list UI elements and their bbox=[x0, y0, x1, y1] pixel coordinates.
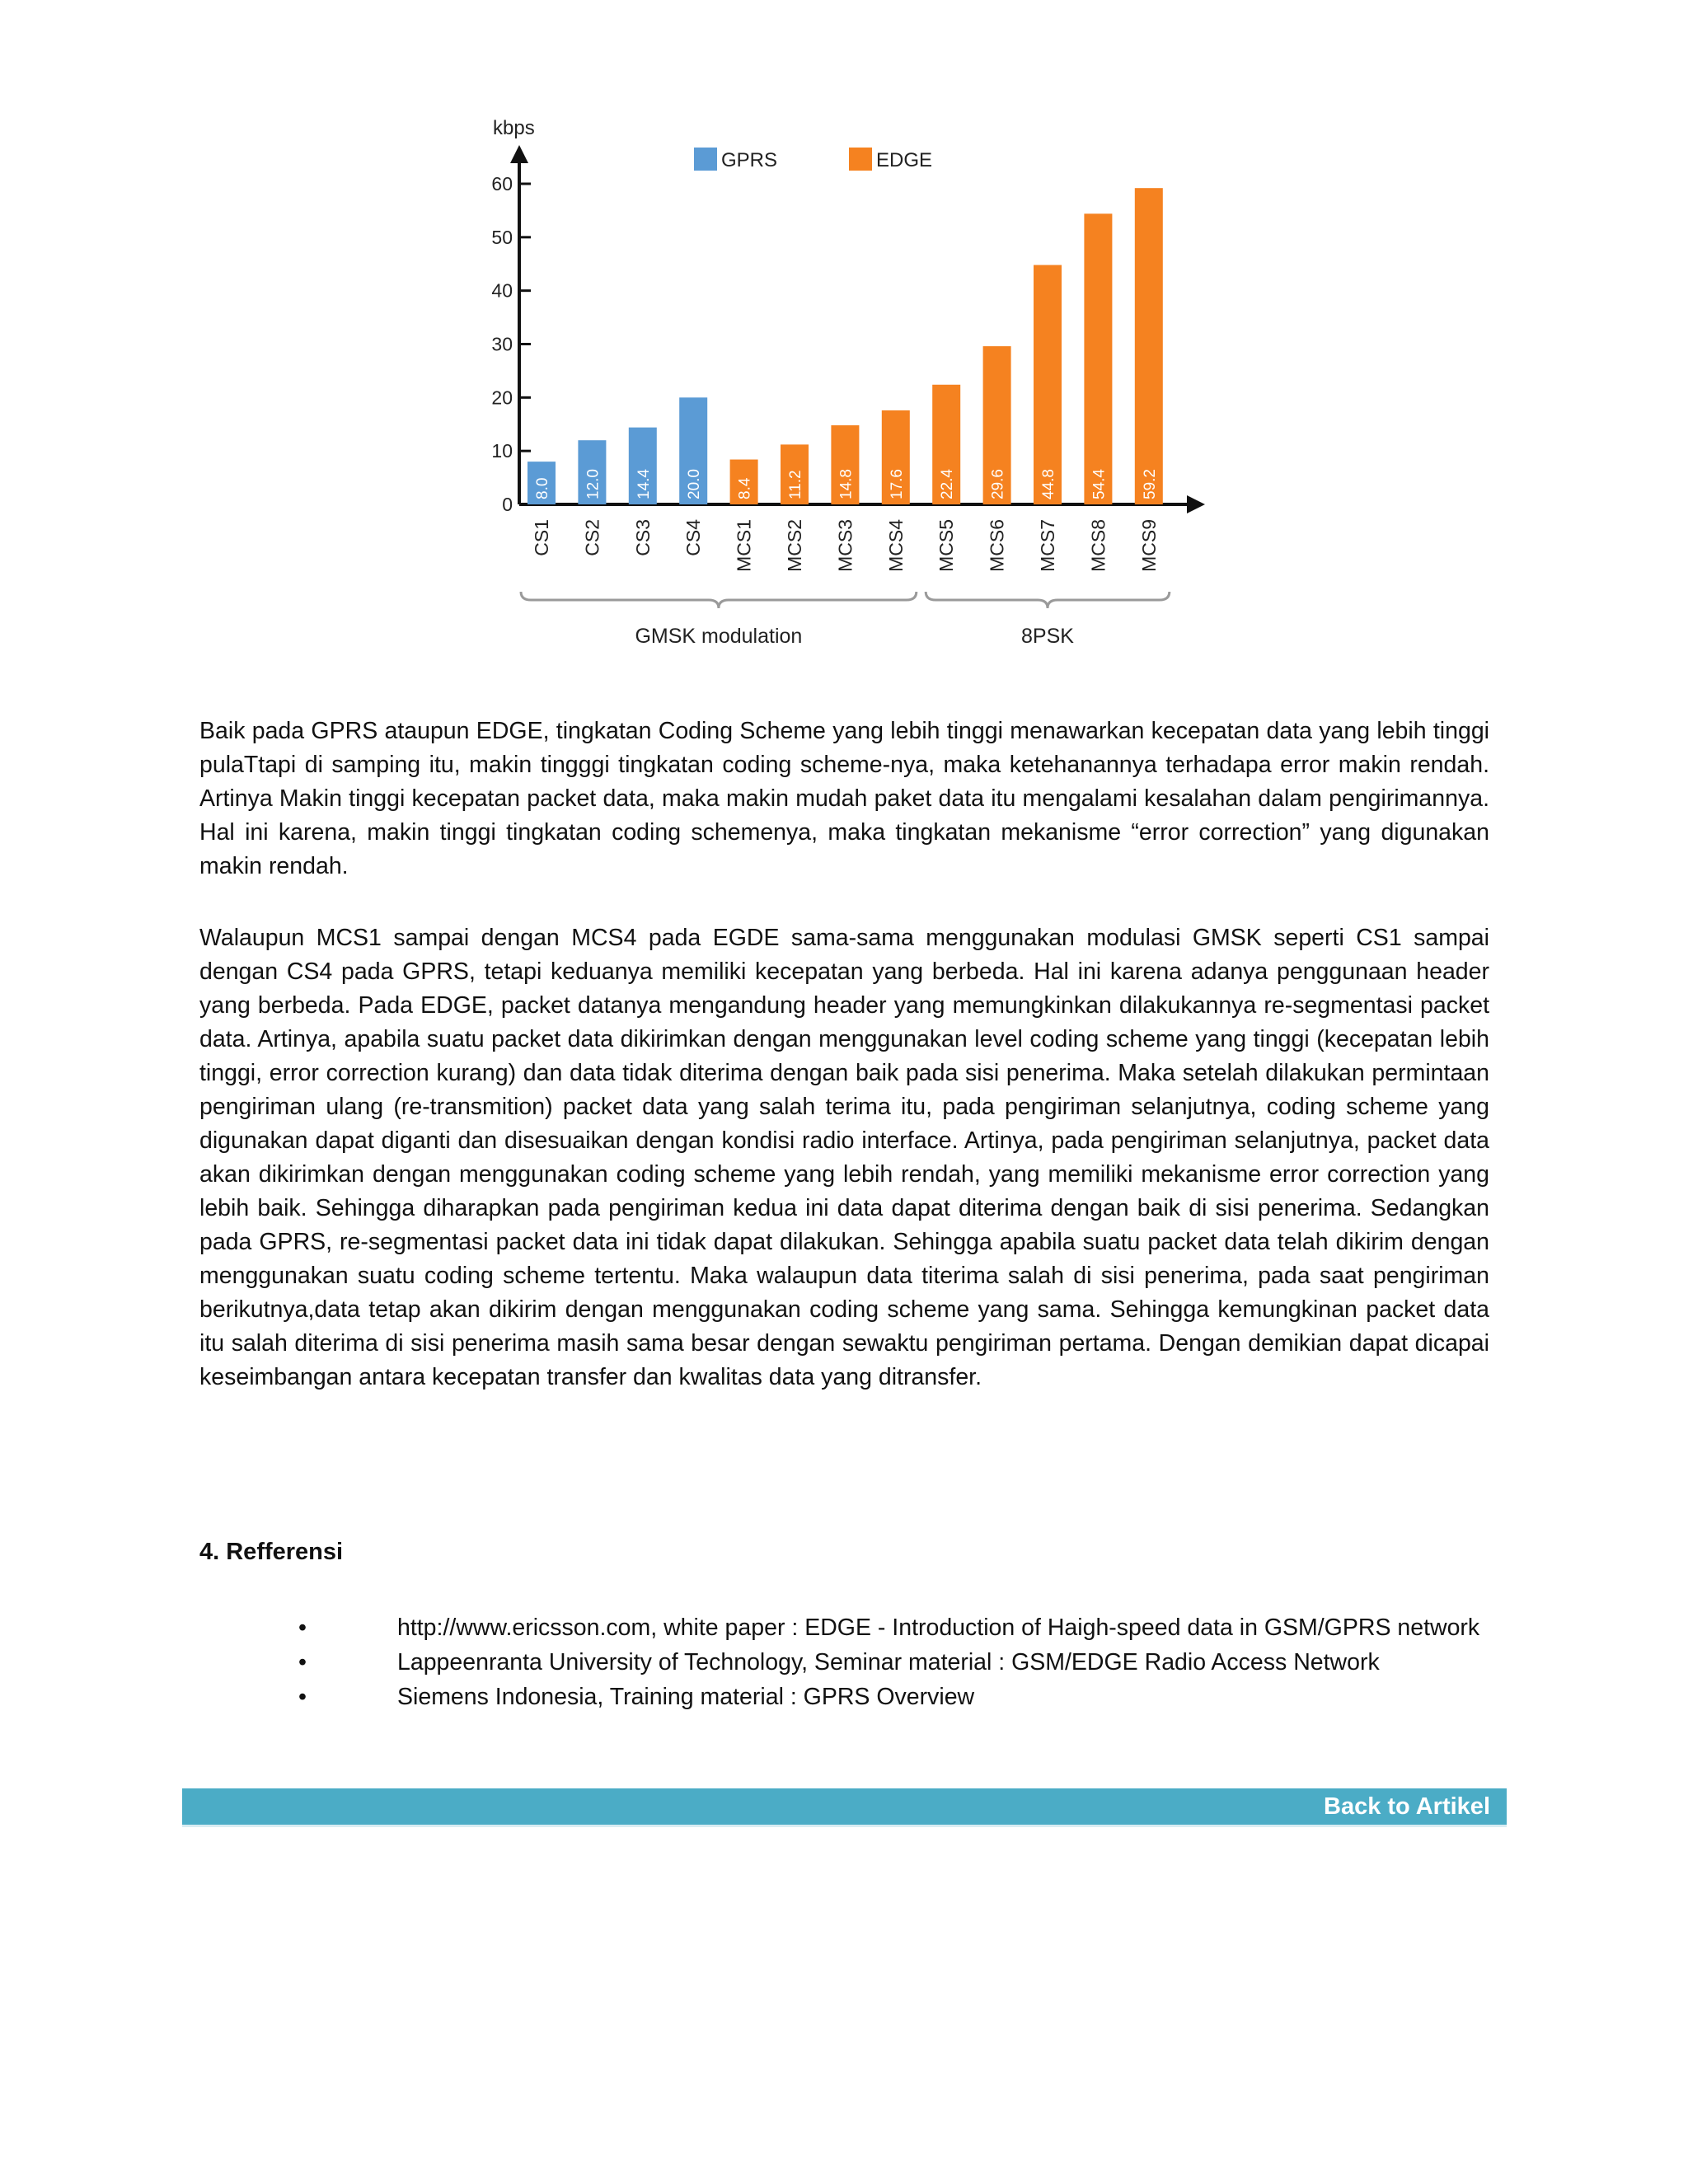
group-brace-0 bbox=[521, 592, 917, 608]
reference-text: Lappeenranta University of Technology, Seminar material : GSM/EDGE Radio Access Network bbox=[397, 1649, 1380, 1675]
reference-item bbox=[298, 1646, 1491, 1680]
footer-bar bbox=[182, 1788, 1507, 1827]
bullet-icon: • bbox=[298, 1615, 307, 1641]
group-label: 8PSK bbox=[1021, 625, 1074, 648]
chart-svg bbox=[470, 107, 1212, 668]
bar-value-label: 17.6 bbox=[888, 469, 906, 499]
reference-item bbox=[298, 1680, 1491, 1714]
reference-item bbox=[298, 1611, 1491, 1645]
bar-value-label: 8.0 bbox=[534, 477, 551, 499]
legend-swatch-gprs bbox=[694, 148, 717, 171]
x-tick-label: MCS3 bbox=[834, 519, 856, 572]
bar-value-label: 8.4 bbox=[736, 477, 754, 499]
bar-value-label: 44.8 bbox=[1040, 469, 1057, 499]
legend-swatch-edge bbox=[849, 148, 872, 171]
x-tick-label: MCS4 bbox=[884, 519, 907, 572]
throughput-chart bbox=[470, 107, 1212, 668]
references-list bbox=[298, 1611, 1491, 1715]
x-tick-label: CS2 bbox=[581, 519, 603, 556]
reference-text: http://www.ericsson.com, white paper : EDGE - Introduction of Haigh-speed data in GSM/GPRS network bbox=[397, 1615, 1480, 1641]
bar-value-label: 22.4 bbox=[939, 469, 957, 499]
y-tick-label: 50 bbox=[491, 226, 513, 248]
x-axis-arrow-icon bbox=[1187, 495, 1205, 513]
y-tick-label: 40 bbox=[491, 279, 513, 302]
x-tick-label: CS1 bbox=[531, 519, 552, 556]
bar-value-label: 12.0 bbox=[584, 469, 603, 499]
bar-mcs8 bbox=[1084, 213, 1112, 504]
x-tick-label: MCS9 bbox=[1137, 519, 1160, 572]
paragraph-mcs-header: Walaupun MCS1 sampai dengan MCS4 pada EGDE sama-sama menggunakan modulasi GMSK seperti CS1 sampai dengan CS4 pada GPRS, tetapi keduanya memiliki kecepatan yang berbeda. Hal ini karena adanya penggunaan header yang berbeda. Pada EDGE, packet datanya mengandung header yang memungkinkan dilakukannya re-segmentasi packet data. Artinya, apabila suatu packet data dikirimkan dengan menggunakan level coding scheme yang tinggi (kecepatan lebih tinggi, error correction kurang) dan data tidak diterima dengan baik pada sisi penerima. Maka setelah dilakukan permintaan pengiriman ulang (re-transmition) packet data yang salah terima itu, pada pengiriman selanjutnya, coding scheme yang digunakan dapat diganti dan disesuaikan dengan kondisi radio interface. Artinya, pada pengiriman selanjutnya, packet data akan dikirimkan dengan menggunakan coding scheme yang lebih rendah, yang memiliki mekanisme error correction yang lebih baik. Sehingga diharapkan pada pengiriman kedua ini data dapat diterima dengan baik di sisi penerima. Sedangkan pada GPRS, re-segmentasi packet data ini tidak dapat dilakukan. Sehingga apabila suatu packet data telah dikirim dengan menggunakan suatu coding scheme tertentu. Maka walaupun data titerima salah di sisi penerima, pada saat pengiriman berikutnya,data tetap akan dikirim dengan menggunakan coding scheme yang sama. Sehingga kemungkinan packet data itu salah diterima di sisi penerima masih sama besar dengan sewaktu pengiriman pertama. Dengan demikian dapat dicapai keseimbangan antara kecepatan transfer dan kwalitas data yang ditransfer. bbox=[199, 925, 1489, 1390]
y-tick-label: 60 bbox=[491, 173, 513, 194]
references-heading: 4. Refferensi bbox=[199, 1539, 344, 1565]
paragraph-coding-scheme: Baik pada GPRS ataupun EDGE, tingkatan Coding Scheme yang lebih tinggi menawarkan kecepatan data yang lebih tinggi pulaTtapi di samping itu, makin tingggi tingkatan coding scheme-nya, maka ketehanannya terhadapa error makin rendah. Artinya Makin tinggi kecepatan packet data, maka makin mudah paket data itu mengalami kesalahan dalam pengirimannya. Hal ini karena, makin tinggi tingkatan coding schemenya, maka tingkatan mekanisme “error correction” yang digunakan makin rendah. bbox=[199, 718, 1489, 879]
bar-value-label: 29.6 bbox=[989, 469, 1007, 499]
x-tick-label: MCS7 bbox=[1037, 519, 1058, 572]
y-tick-label: 20 bbox=[491, 387, 513, 409]
x-tick-label: CS3 bbox=[631, 519, 654, 556]
y-tick-label: 0 bbox=[502, 494, 513, 515]
bar-value-label: 14.8 bbox=[837, 469, 856, 499]
reference-text: Siemens Indonesia, Training material : GPRS Overview bbox=[397, 1684, 975, 1710]
x-tick-label: MCS6 bbox=[986, 519, 1008, 572]
bullet-icon: • bbox=[298, 1684, 307, 1710]
group-brace-1 bbox=[926, 592, 1170, 608]
bar-value-label: 14.4 bbox=[635, 469, 653, 499]
legend-label-edge: EDGE bbox=[876, 149, 933, 171]
x-tick-label: MCS1 bbox=[733, 519, 755, 572]
x-tick-label: CS4 bbox=[682, 519, 705, 556]
bullet-icon: • bbox=[298, 1649, 307, 1675]
y-axis-label: kbps bbox=[493, 117, 535, 139]
bar-value-label: 59.2 bbox=[1141, 469, 1159, 499]
bar-value-label: 11.2 bbox=[787, 470, 804, 499]
x-tick-label: MCS8 bbox=[1087, 519, 1109, 572]
y-axis-arrow-icon bbox=[510, 145, 528, 163]
bar-value-label: 54.4 bbox=[1090, 469, 1109, 499]
y-tick-label: 10 bbox=[491, 440, 513, 462]
legend-label-gprs: GPRS bbox=[721, 149, 778, 171]
y-tick-label: 30 bbox=[491, 333, 513, 355]
bar-mcs9 bbox=[1135, 188, 1163, 504]
bar-mcs7 bbox=[1034, 265, 1062, 504]
group-label: GMSK modulation bbox=[635, 625, 803, 648]
x-tick-label: MCS5 bbox=[935, 519, 958, 572]
bar-value-label: 20.0 bbox=[686, 469, 704, 499]
back-to-artikel-link[interactable]: Back to Artikel bbox=[1324, 1793, 1490, 1820]
x-tick-label: MCS2 bbox=[784, 519, 805, 572]
